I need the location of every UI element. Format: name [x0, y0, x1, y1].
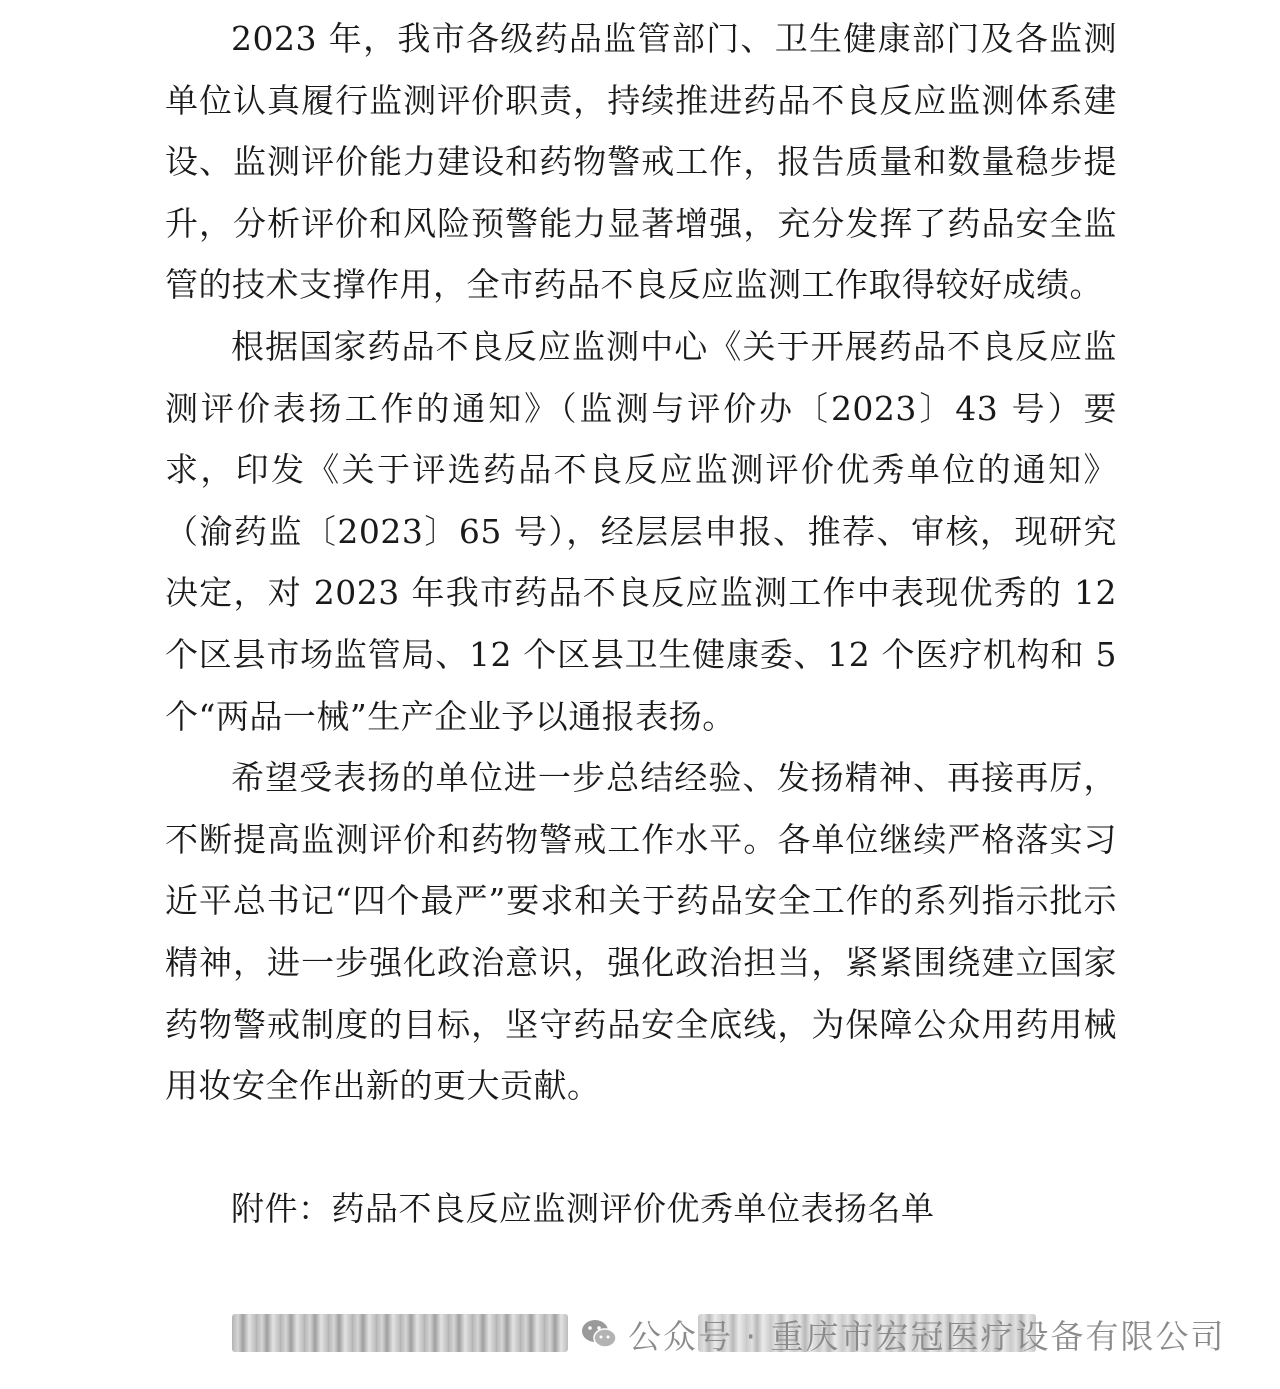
wechat-icon	[580, 1317, 618, 1351]
blurred-text-left	[232, 1314, 568, 1352]
document-body	[165, 8, 1117, 1117]
watermark	[580, 1310, 1225, 1358]
paragraph-expectation: 希望受表扬的单位进一步总结经验、发扬精神、再接再厉，不断提高监测评价和药物警戒工作水平。各单位继续严格落实习近平总书记“四个最严”要求和关于药品安全工作的系列指示批示精神，进一步强化政治意识，强化政治担当，紧紧围绕建立国家药物警戒制度的目标，坚守药品安全底线，为保障公众用药用械用妆安全作出新的更大贡献。	[165, 758, 1117, 1106]
paragraph-decision: 根据国家药品不良反应监测中心《关于开展药品不良反应监测评价表扬工作的通知》（监测与评价办〔2023〕43 号）要求，印发《关于评选药品不良反应监测评价优秀单位的通知》（渝药监〔2023〕65 号），经层层申报、推荐、审核，现研究决定，对 2023 年我市药品不良反应监测工作中表现优秀的 12 个区县市场监管局、12 个区县卫生健康委、12 个医疗机构和 5 个“两品一械”生产企业予以通报表扬。	[165, 326, 1117, 736]
footer-watermark-bar	[0, 1300, 1280, 1370]
watermark-text: 公众号 · 重庆市宏冠医疗设备有限公司	[628, 1316, 1226, 1356]
attachment-line: 附件：药品不良反应监测评价优秀单位表扬名单	[231, 1189, 935, 1228]
paragraph-summary: 2023 年，我市各级药品监管部门、卫生健康部门及各监测单位认真履行监测评价职责，持续推进药品不良反应监测体系建设、监测评价能力建设和药物警戒工作，报告质量和数量稳步提升，分析评价和风险预警能力显著增强，充分发挥了药品安全监管的技术支撑作用，全市药品不良反应监测工作取得较好成绩。	[165, 19, 1117, 305]
